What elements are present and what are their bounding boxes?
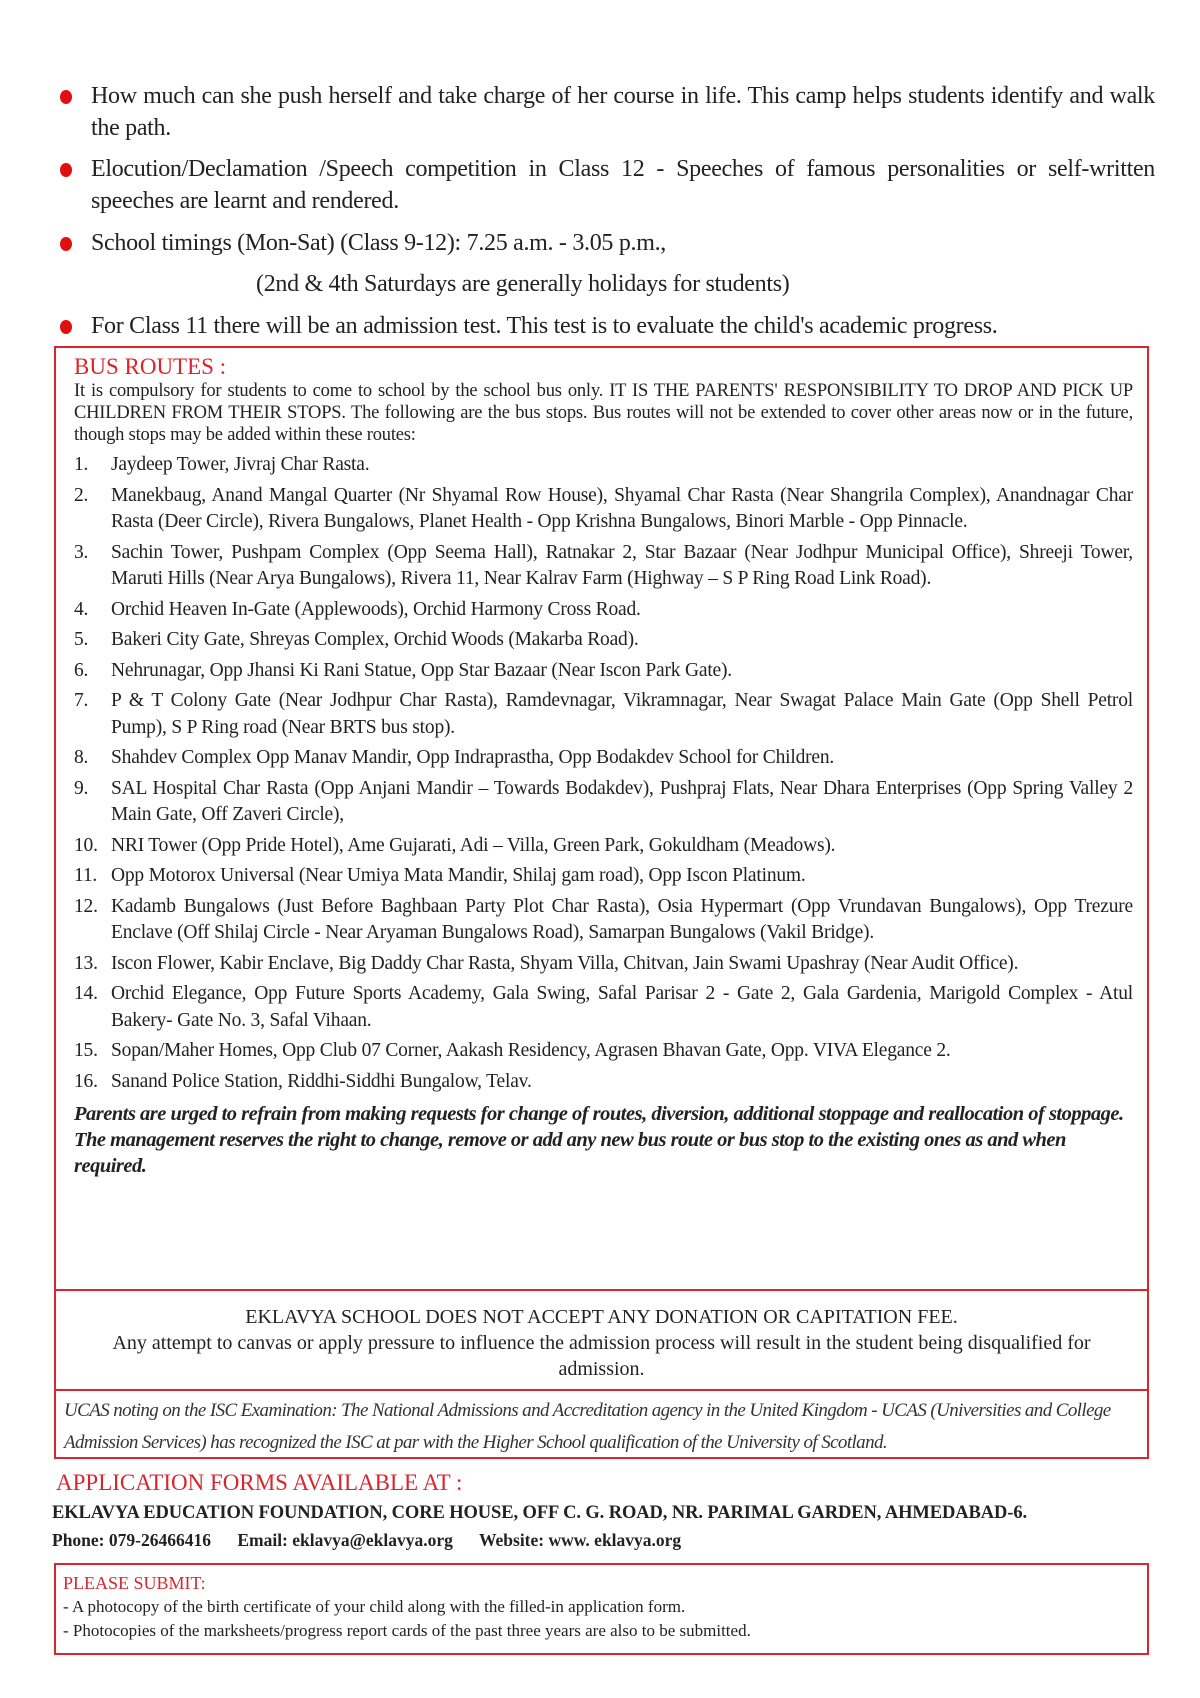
bus-route-stops: Sachin Tower, Pushpam Complex (Opp Seema Hall), Ratnakar 2, Star Bazaar (Near Jodhpur Municipal Office), Shreeji Tower, Maruti Hills (Near Arya Bungalows), Rivera 11, Near Kalrav Farm (Highway – S P Ring Road Link Road). [111, 541, 1133, 589]
bus-route-item [74, 688, 1133, 741]
bus-route-number: 16. [74, 1070, 98, 1092]
contact-details [52, 1530, 703, 1551]
bus-routes-box [54, 346, 1149, 1291]
please-submit-box [54, 1563, 1149, 1655]
bus-route-item [74, 1069, 1133, 1096]
bullet-timings: School timings (Mon-Sat) (Class 9-12): 7.25 a.m. - 3.05 p.m., [60, 227, 1155, 259]
donation-heading: EKLAVYA SCHOOL DOES NOT ACCEPT ANY DONATION OR CAPITATION FEE. [245, 1306, 958, 1328]
bus-route-stops: Iscon Flower, Kabir Enclave, Big Daddy Char Rasta, Shyam Villa, Chitvan, Jain Swami Upashray (Near Audit Office). [111, 952, 1019, 974]
bus-route-item [74, 452, 1133, 479]
bus-routes-note: Parents are urged to refrain from making requests for change of routes, diversion, additional stoppage and reallocation of stoppage. The management reserves the right to change, remove or add any new bus route or bus stop to the existing ones as and when required. [74, 1103, 1124, 1177]
bus-route-stops: Orchid Elegance, Opp Future Sports Academy, Gala Swing, Safal Parisar 2 - Gate 2, Gala Gardenia, Marigold Complex - Atul Bakery- Gate No. 3, Safal Vihaan. [111, 983, 1133, 1031]
bus-route-number: 7. [74, 690, 89, 711]
foundation-address: EKLAVYA EDUCATION FOUNDATION, CORE HOUSE, OFF C. G. ROAD, NR. PARIMAL GARDEN, AHMEDABAD-6. [52, 1503, 1027, 1523]
bullet-elocution: Elocution/Declamation /Speech competition in Class 12 - Speeches of famous personalities or self-written speeches are learnt and rendered. [60, 153, 1155, 217]
bus-route-number: 6. [74, 659, 89, 681]
bus-route-number: 14. [74, 983, 98, 1004]
bus-route-stops: Jaydeep Tower, Jivraj Char Rasta. [111, 454, 370, 475]
bus-route-number: 13. [74, 952, 98, 974]
bus-route-number: 12. [74, 895, 98, 917]
bus-route-stops: SAL Hospital Char Rasta (Opp Anjani Mandir – Towards Bodakdev), Pushpraj Flats, Near Dhara Enterprises (Opp Spring Valley 2 Main Gate, Off Zaveri Circle), [111, 777, 1133, 825]
bus-route-stops: Bakeri City Gate, Shreyas Complex, Orchid Woods (Makarba Road). [111, 629, 639, 650]
bus-route-item [74, 776, 1133, 829]
bus-route-number: 10. [74, 834, 98, 856]
bus-route-stops: Manekbaug, Anand Mangal Quarter (Nr Shyamal Row House), Shyamal Char Rasta (Near Shangrila Complex), Anandnagar Char Rasta (Deer Circle), Rivera Bungalows, Planet Health - Opp Krishna Bungalows, Binori Marble - Opp Pinnacle. [111, 484, 1133, 532]
bus-route-stops: Kadamb Bungalows (Just Before Baghbaan Party Plot Char Rasta), Osia Hypermart (Opp Vrundavan Bungalows), Opp Trezure Enclave (Off Shilaj Circle - Near Aryaman Bungalows Road), Samarpan Bungalows (Vakil Bridge). [111, 895, 1133, 943]
bus-route-number: 4. [74, 598, 89, 620]
bus-route-stops: Sopan/Maher Homes, Opp Club 07 Corner, Aakash Residency, Agrasen Bhavan Gate, Opp. VIVA Elegance 2. [111, 1040, 951, 1061]
bus-route-item [74, 627, 1133, 654]
bus-route-stops: Nehrunagar, Opp Jhansi Ki Rani Statue, Opp Star Bazaar (Near Iscon Park Gate). [111, 659, 732, 681]
bullet-dot-icon [60, 90, 72, 104]
bus-route-item [74, 1038, 1133, 1065]
please-submit-title: PLEASE SUBMIT: [63, 1573, 206, 1593]
bullet-admission-test: For Class 11 there will be an admission test. This test is to evaluate the child's academic progress. [60, 310, 1155, 342]
bus-route-number: 5. [74, 629, 89, 650]
bus-route-item [74, 894, 1133, 947]
bus-routes-intro: It is compulsory for students to come to school by the school bus only. IT IS THE PARENTS' RESPONSIBILITY TO DROP AND PICK UP CHILDREN FROM THEIR STOPS. The following are the bus stops. Bus routes will not be extended to cover other areas now or in the future, though stops may be added within these routes: [74, 381, 1133, 445]
email-address: Email: eklavya@eklavya.org [237, 1530, 453, 1550]
ucas-text: UCAS noting on the ISC Examination: The National Admissions and Accreditation agency in the United Kingdom - UCAS (Universities and College Admission Services) has recognized the ISC at par with the Higher School qualification of the University of Scotland. [64, 1400, 1111, 1453]
bus-route-item [74, 540, 1133, 593]
bus-route-stops: Opp Motorox Universal (Near Umiya Mata Mandir, Shilaj gam road), Opp Iscon Platinum. [111, 865, 806, 886]
bus-route-number: 3. [74, 541, 89, 563]
bullet-camp: How much can she push herself and take charge of her course in life. This camp helps students identify and walk the path. [60, 80, 1155, 144]
bus-route-item [74, 658, 1133, 685]
bus-route-stops: Shahdev Complex Opp Manav Mandir, Opp Indraprastha, Opp Bodakdev School for Children. [111, 747, 835, 768]
bus-route-item [74, 597, 1133, 624]
bus-route-number: 11. [74, 865, 98, 886]
bus-route-stops: P & T Colony Gate (Near Jodhpur Char Rasta), Ramdevnagar, Vikramnagar, Near Swagat Palace Main Gate (Opp Shell Petrol Pump), S P Ring road (Near BRTS bus stop). [111, 690, 1133, 738]
bus-route-item [74, 951, 1133, 978]
bus-route-item [74, 833, 1133, 860]
ucas-notice-box [54, 1389, 1149, 1459]
bus-routes-title: BUS ROUTES : [74, 354, 227, 379]
bullet-dot-icon [60, 320, 72, 334]
bus-route-number: 8. [74, 747, 89, 768]
bus-route-stops: Sanand Police Station, Riddhi-Siddhi Bungalow, Telav. [111, 1070, 532, 1092]
bus-route-item [74, 863, 1133, 890]
bus-route-stops: Orchid Heaven In-Gate (Applewoods), Orchid Harmony Cross Road. [111, 598, 641, 620]
submit-item: - A photocopy of the birth certificate of your child along with the filled-in application form. [63, 1597, 686, 1616]
bullet-dot-icon [60, 163, 72, 177]
bus-route-item [74, 981, 1133, 1034]
timings-note: (2nd & 4th Saturdays are generally holidays for students) [256, 271, 790, 297]
application-forms-title: APPLICATION FORMS AVAILABLE AT : [56, 1470, 463, 1495]
bus-route-number: 2. [74, 484, 89, 506]
donation-body: Any attempt to canvas or apply pressure to influence the admission process will result in the student being disqualified for admission. [112, 1332, 1091, 1380]
bus-route-stops: NRI Tower (Opp Pride Hotel), Ame Gujarati, Adi – Villa, Green Park, Gokuldham (Meadows). [111, 834, 836, 856]
website-link: Website: www. eklavya.org [478, 1530, 682, 1550]
bullet-dot-icon [60, 237, 72, 251]
bus-route-number: 15. [74, 1040, 98, 1061]
bus-route-item [74, 483, 1133, 536]
phone-number: Phone: 079-26466416 [52, 1530, 211, 1550]
donation-notice-box [54, 1289, 1149, 1391]
submit-item: - Photocopies of the marksheets/progress report cards of the past three years are also to be submitted. [63, 1621, 751, 1640]
bus-routes-list [74, 452, 1133, 1095]
bus-route-number: 9. [74, 777, 89, 799]
bus-route-item [74, 745, 1133, 772]
bus-route-number: 1. [74, 454, 89, 475]
